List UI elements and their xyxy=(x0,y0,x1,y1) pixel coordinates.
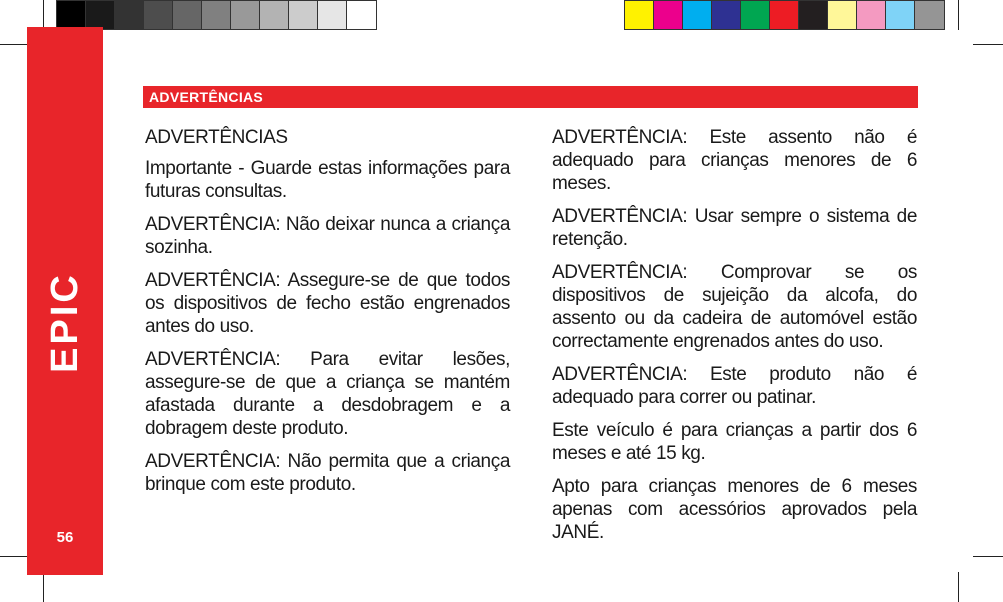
color-swatch xyxy=(173,1,202,29)
paragraph: ADVERTÊNCIA: Comprovar se os dispositivos de sujeição da alcofa, do assento ou da cadeira de automóvel estão correctamente engrenados antes do uso. xyxy=(552,262,917,352)
crop-mark xyxy=(958,572,959,602)
brand-text: EPIC xyxy=(43,271,86,373)
paragraph: Este veículo é para crianças a partir dos 6 meses e até 15 kg. xyxy=(552,420,917,464)
section-header: ADVERTÊNCIAS xyxy=(143,86,918,108)
grayscale-color-bar xyxy=(56,0,377,30)
side-tab xyxy=(27,27,103,575)
paragraph: Importante - Guarde estas informações para futuras consultas. xyxy=(145,158,510,202)
color-swatch xyxy=(57,1,86,29)
color-swatch xyxy=(799,1,828,29)
paragraph: ADVERTÊNCIA: Assegure-se de que todos os dispositivos de fecho estão engrenados antes do uso. xyxy=(145,270,510,337)
color-swatch xyxy=(347,1,376,29)
color-swatch xyxy=(115,1,144,29)
crop-mark xyxy=(973,44,1003,45)
paragraph: ADVERTÊNCIA: Este produto não é adequado para correr ou patinar. xyxy=(552,364,917,408)
crop-mark xyxy=(43,0,44,30)
brand-label xyxy=(38,272,92,372)
color-swatch xyxy=(683,1,712,29)
paragraph: ADVERTÊNCIA: Não deixar nunca a criança sozinha. xyxy=(145,214,510,258)
color-swatch xyxy=(857,1,886,29)
crop-mark xyxy=(0,556,30,557)
crop-mark xyxy=(0,44,30,45)
color-swatch xyxy=(828,1,857,29)
crop-mark xyxy=(43,572,44,602)
color-swatch xyxy=(260,1,289,29)
color-swatch xyxy=(202,1,231,29)
color-swatch xyxy=(318,1,347,29)
right-column xyxy=(552,126,917,554)
paragraph: Apto para crianças menores de 6 meses apenas com acessórios aprovados pela JANÉ. xyxy=(552,476,917,543)
paragraph: ADVERTÊNCIA: Não permita que a criança brinque com este produto. xyxy=(145,451,510,495)
color-swatch xyxy=(886,1,915,29)
crop-mark xyxy=(958,0,959,30)
color-swatch xyxy=(770,1,799,29)
color-swatch xyxy=(289,1,318,29)
left-column xyxy=(145,126,510,506)
crop-mark xyxy=(973,556,1003,557)
color-swatch xyxy=(741,1,770,29)
color-swatch xyxy=(712,1,741,29)
page-number: 56 xyxy=(56,529,74,546)
color-swatch xyxy=(86,1,115,29)
paragraph-title: ADVERTÊNCIAS xyxy=(145,127,288,148)
color-swatch xyxy=(654,1,683,29)
paragraph: ADVERTÊNCIA: Usar sempre o sistema de retenção. xyxy=(552,206,917,250)
paragraph: ADVERTÊNCIA: Para evitar lesões, assegure-se de que a criança se mantém afastada durante a desdobragem e a dobragem deste produto. xyxy=(145,349,510,439)
process-color-bar xyxy=(624,0,945,30)
paragraph: ADVERTÊNCIA: Este assento não é adequado para crianças menores de 6 meses. xyxy=(552,127,917,194)
color-swatch xyxy=(144,1,173,29)
color-swatch xyxy=(915,1,944,29)
color-swatch xyxy=(231,1,260,29)
color-swatch xyxy=(625,1,654,29)
